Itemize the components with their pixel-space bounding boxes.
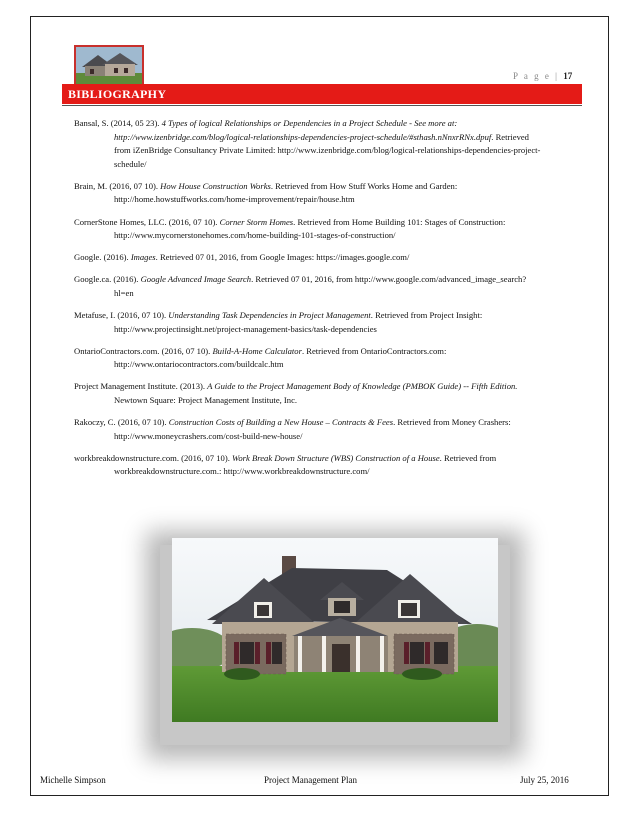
ref-title: Understanding Task Dependencies in Project Management bbox=[168, 310, 371, 321]
reference-entry bbox=[74, 117, 544, 171]
ref-author: Google. (2016). bbox=[74, 252, 131, 263]
reference-entry bbox=[74, 452, 544, 479]
ref-title: Build-A-Home Calculator bbox=[212, 345, 302, 356]
ref-author: workbreakdownstructure.com. (2016, 07 10). bbox=[74, 452, 232, 463]
footer-document-title: Project Management Plan bbox=[264, 775, 357, 785]
ref-title: Images bbox=[130, 252, 156, 263]
ref-source: . Retrieved from Project Insight: http://www.projectinsight.net/project-management-basics/task-dependencies bbox=[114, 310, 483, 334]
footer-author: Michelle Simpson bbox=[40, 775, 106, 785]
ref-title: Google Advanced Image Search bbox=[140, 274, 252, 285]
reference-entry bbox=[74, 216, 544, 243]
reference-entry bbox=[74, 273, 544, 300]
ref-source: . Retrieved from Home Building 101: Stages of Construction: http://www.mycornerstonehomes.com/home-building-101-stages-of-construction/ bbox=[114, 216, 506, 241]
page-number: 17 bbox=[563, 71, 573, 81]
ref-author: Metafuse, I. (2016, 07 10). bbox=[74, 310, 169, 321]
ref-source: . Retrieved from iZenBridge Consultancy Private Limited: http://www.izenbridge.com/blog/logical-relationships-dependencies-project-schedule/ bbox=[114, 131, 541, 169]
title-underline bbox=[62, 105, 582, 106]
ref-title: Corner Storm Homes bbox=[219, 216, 294, 227]
ref-author: Project Management Institute. (2013). bbox=[74, 381, 208, 392]
ref-title: Construction Costs of Building a New House – Contracts & Fees bbox=[168, 417, 394, 428]
footer-date: July 25, 2016 bbox=[520, 775, 569, 785]
house-photo-image bbox=[172, 538, 498, 722]
house-logo-icon bbox=[76, 47, 142, 85]
ref-author: CornerStone Homes, LLC. (2016, 07 10). bbox=[74, 216, 220, 227]
reference-entry bbox=[74, 380, 544, 407]
reference-entry bbox=[74, 309, 544, 336]
ref-author: Google.ca. (2016). bbox=[74, 274, 141, 285]
reference-entry bbox=[74, 180, 544, 207]
ref-title: A Guide to the Project Management Body of Knowledge (PMBOK Guide) -- Fifth Edition. bbox=[207, 381, 518, 392]
reference-entry bbox=[74, 345, 544, 372]
ref-title: How House Construction Works bbox=[160, 180, 271, 191]
page-number-label bbox=[513, 71, 572, 81]
ref-source: . Retrieved from How Stuff Works Home and Garden: http://home.howstuffworks.com/home-improvement/repair/house.htm bbox=[114, 180, 458, 205]
bibliography-list bbox=[74, 117, 544, 487]
ref-source: . Retrieved from OntarioContractors.com: http://www.ontariocontractors.com/buildcalc.htm bbox=[114, 345, 447, 370]
ref-source: Newtown Square: Project Management Institute, Inc. bbox=[114, 395, 298, 405]
ref-author: Rakoczy, C. (2016, 07 10). bbox=[74, 417, 169, 428]
house-photo bbox=[172, 538, 498, 722]
ref-title: 4 Types of logical Relationships or Dependencies in a Project Schedule - See more at: http://www.izenbridge.com/blog/logical-relationships-dependencies-project-schedule/#sthash.nNnxrRNx.dpuf bbox=[114, 118, 492, 142]
ref-title: Work Break Down Structure (WBS) Construction of a House bbox=[232, 452, 440, 463]
page-label-text: P a g e | bbox=[513, 71, 559, 81]
reference-entry bbox=[74, 251, 544, 265]
header-house-logo bbox=[74, 45, 144, 87]
ref-source: . Retrieved 07 01, 2016, from Google Images: https://images.google.com/ bbox=[155, 252, 410, 263]
section-title: BIBLIOGRAPHY bbox=[68, 87, 167, 101]
section-title-bar bbox=[62, 84, 582, 104]
ref-author: Brain, M. (2016, 07 10). bbox=[74, 180, 161, 191]
reference-entry bbox=[74, 416, 544, 443]
ref-author: OntarioContractors.com. (2016, 07 10). bbox=[74, 345, 213, 356]
ref-source: . Retrieved from Money Crashers: http://www.moneycrashers.com/cost-build-new-house/ bbox=[114, 417, 511, 441]
ref-source: . Retrieved from workbreakdownstructure.com.: http://www.workbreakdownstructure.com/ bbox=[114, 452, 497, 477]
ref-author: Bansal, S. (2014, 05 23). bbox=[74, 118, 162, 128]
ref-source: . Retrieved 07 01, 2016, from http://www.google.com/advanced_image_search?hl=en bbox=[114, 274, 527, 298]
